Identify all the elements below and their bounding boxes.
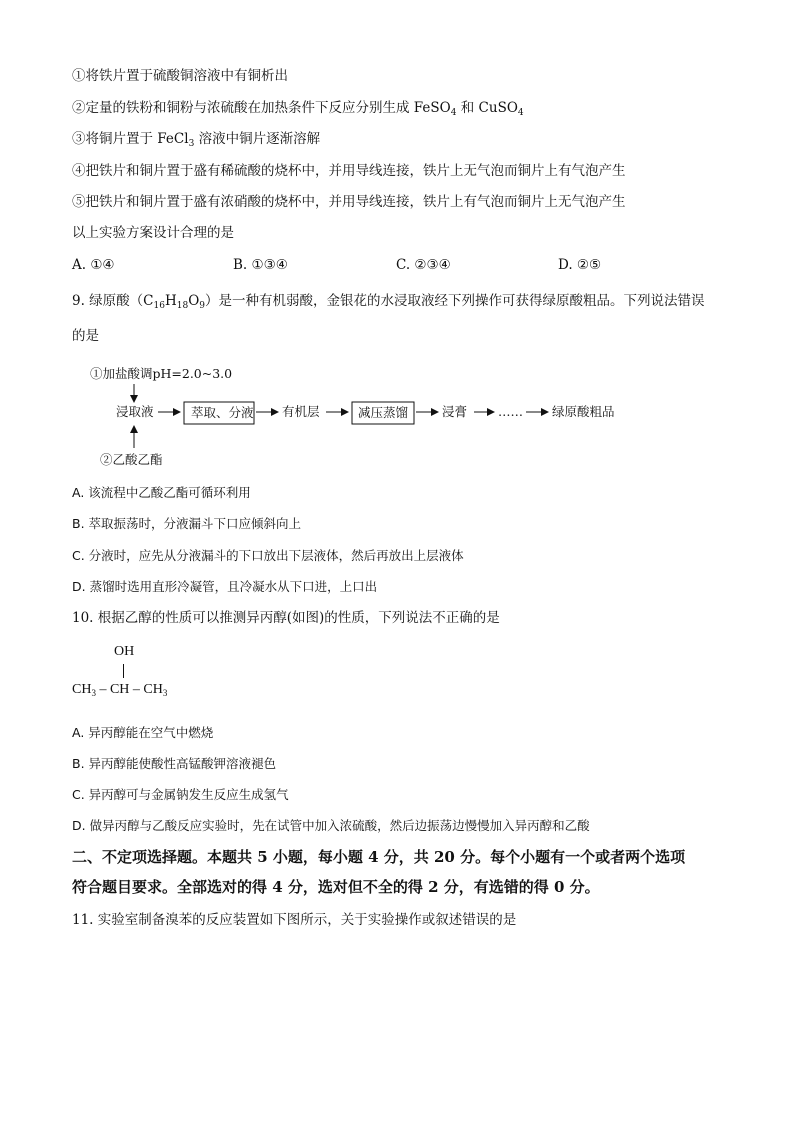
q11-stem: 11. 实验室制备溴苯的反应装置如下图所示，关于实验操作或叙述错误的是 — [72, 912, 517, 928]
q8-option-a[interactable]: A. ①④ — [72, 257, 115, 273]
q8-option-c[interactable]: C. ②③④ — [396, 257, 451, 273]
q10-option-d[interactable]: D. 做异丙醇与乙酸反应实验时，先在试管中加入浓硫酸，然后边振荡边慢慢加入异丙醇和乙酸 — [72, 818, 590, 833]
structure-oh: OH — [114, 644, 135, 659]
structure-bond — [123, 664, 124, 678]
section-2-heading-line2: 符合题目要求。全部选对的得 4 分，选对但不全的得 2 分，有选错的得 0 分。 — [72, 878, 600, 896]
q10-stem: 10. 根据乙醇的性质可以推测异丙醇(如图)的性质，下列说法不正确的是 — [72, 610, 500, 626]
q9-flow-diagram — [90, 360, 650, 470]
q10-option-a[interactable]: A. 异丙醇能在空气中燃烧 — [72, 725, 214, 740]
structure-chain: $CH_3$ – CH – $CH_3$ — [72, 682, 168, 698]
q9-option-b[interactable]: B. 萃取振荡时，分液漏斗下口应倾斜向上 — [72, 516, 302, 531]
flow-mid-1: 有机层 — [282, 404, 320, 419]
isopropanol-structure — [72, 642, 202, 702]
q8-item-2: ②定量的铁粉和铜粉与浓硫酸在加热条件下反应分别生成 FeSO$_4$ 和 CuSO$_4$ — [72, 100, 524, 118]
q8-item-5: ⑤把铁片和铜片置于盛有浓硝酸的烧杯中，并用导线连接，铁片上有气泡而铜片上无气泡产生 — [72, 194, 626, 210]
q8-option-b[interactable]: B. ①③④ — [233, 257, 288, 273]
q8-item-4: ④把铁片和铜片置于盛有稀硫酸的烧杯中，并用导线连接，铁片上无气泡而铜片上有气泡产生 — [72, 163, 626, 179]
flow-top-label: ①加盐酸调pH=2.0~3.0 — [90, 366, 233, 381]
flow-start: 浸取液 — [116, 404, 154, 419]
q9-option-c[interactable]: C. 分液时，应先从分液漏斗的下口放出下层液体，然后再放出上层液体 — [72, 548, 464, 563]
flow-dots: …… — [498, 404, 523, 419]
flow-bottom-label: ②乙酸乙酯 — [100, 452, 163, 467]
q9-option-d[interactable]: D. 蒸馏时选用直形冷凝管，且冷凝水从下口进，上口出 — [72, 579, 378, 594]
q8-item-1: ①将铁片置于硫酸铜溶液中有铜析出 — [72, 68, 288, 84]
flow-box-2-label: 减压蒸馏 — [358, 405, 409, 420]
q9-option-a[interactable]: A. 该流程中乙酸乙酯可循环利用 — [72, 485, 251, 500]
q8-prompt: 以上实验方案设计合理的是 — [72, 225, 234, 241]
q8-item-3: ③将铜片置于 FeCl$_3$ 溶液中铜片逐渐溶解 — [72, 131, 321, 149]
q10-option-b[interactable]: B. 异丙醇能使酸性高锰酸钾溶液褪色 — [72, 756, 277, 771]
q8-option-d[interactable]: D. ②⑤ — [558, 257, 602, 273]
q10-option-c[interactable]: C. 异丙醇可与金属钠发生反应生成氢气 — [72, 787, 289, 802]
q9-stem-line2: 的是 — [72, 328, 99, 344]
q9-stem: 9. 绿原酸$(C_{16}H_{18}O_9)$是一种有机弱酸，金银花的水浸取液经下列操作可获得绿原酸粗品。下列说法错误 — [72, 293, 705, 311]
flow-mid-2: 浸膏 — [442, 404, 468, 419]
flow-end: 绿原酸粗品 — [552, 404, 615, 419]
flow-box-1-label: 萃取、分液 — [191, 405, 254, 420]
section-2-heading: 二、不定项选择题。本题共 5 小题，每小题 4 分，共 20 分。每个小题有一个或者两个选项 — [72, 848, 686, 866]
